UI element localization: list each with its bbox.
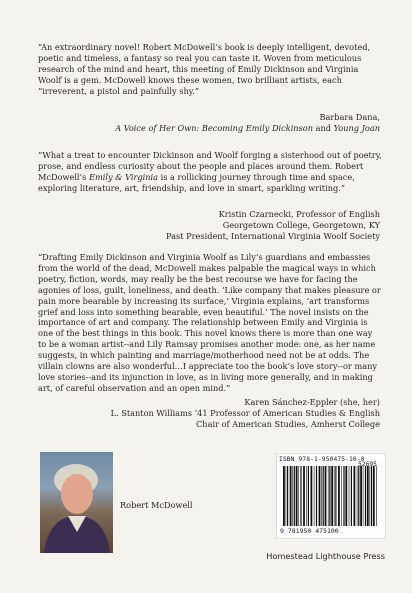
barcode-bar <box>329 466 330 526</box>
publisher-name: Homestead Lighthouse Press <box>266 551 385 561</box>
barcode-bar <box>298 466 299 526</box>
attribution-kristin-czarnecki <box>50 209 380 242</box>
book-title: Emily & Virginia <box>88 171 158 182</box>
barcode-bar <box>286 466 287 526</box>
barcode-bar <box>296 466 298 526</box>
barcode-bar <box>303 466 305 526</box>
barcode-bar <box>345 466 347 526</box>
attribution-line: L. Stanton Williams ’41 Professor of American Studies & English <box>110 407 380 418</box>
barcode-bar <box>335 466 336 526</box>
barcode-bar <box>349 466 350 526</box>
barcode-bar <box>314 466 315 526</box>
barcode-addon: 52695 <box>358 461 377 468</box>
barcode-bar <box>365 466 366 526</box>
barcode-bar <box>357 466 358 526</box>
author-name: Robert McDowell <box>120 500 193 510</box>
barcode-bar <box>306 466 307 526</box>
barcode-bar <box>363 466 364 526</box>
barcode-bar <box>341 466 342 526</box>
author-photo <box>40 452 113 553</box>
barcode-bar <box>294 466 295 526</box>
barcode-bar <box>338 466 340 526</box>
attribution-works: A Voice of Her Own: Becoming Emily Dickinson and Young Joan <box>115 122 380 133</box>
isbn-label: ISBN 978-1-950475-10-0 <box>279 456 365 463</box>
blurb-barbara-dana: “An extraordinary novel! Robert McDowell’s book is deeply intelligent, devoted, poetic and timeless, a fantasy so real you can taste it. Woven from meticulous research of the mind and heart, this meeting of Emily Dickinson and Virginia Woolf is a gem. McDowell knows these women, two brilliant artists, each “irreverent, a pistol and painfully shy.” <box>38 42 371 96</box>
barcode-bar <box>331 466 333 526</box>
barcode-bar <box>371 466 372 526</box>
attribution-name: Barbara Dana, <box>319 112 380 122</box>
barcode-bar <box>358 466 359 526</box>
barcode-bar <box>367 466 369 526</box>
barcode-bar <box>343 466 344 526</box>
blurb-karen-sanchez-eppler: “Drafting Emily Dickinson and Virginia Woolf as Lily’s guardians and embassies from the world of the dead, McDowell makes palpable the magical ways in which poetry, fiction, words, may really be the best recourse we have for facing the agonies of loss, guilt, loneliness, and death. ‘Like company that makes pleasure or pain more bearable by increasing its surface,’ Virginia explains, ‘art transforms grief and loss into something bearable, even beautiful.’ The novel insists on the importance of art and company. The relationship between Emily and Virginia is one of the best things in this book. This novel knows there is more than one way to be a woman artist--and Lily Ramsay promises another mode: one, as her name suggests, in which painting and marriage/motherhood need not be at odds. The villain clowns are also wonderful…I appreciate too the book’s love story--or many love stories--and its injunction in love, as in living more generally, and in making art, of careful observation and an open mind.” <box>38 252 381 393</box>
barcode-bar <box>325 466 327 526</box>
barcode-bar <box>360 466 362 526</box>
barcode-bar <box>287 466 288 526</box>
barcode-bars <box>283 466 379 526</box>
barcode-bar <box>300 466 301 526</box>
barcode-bar <box>290 466 292 526</box>
attribution-line: Chair of American Studies, Amherst College <box>196 418 380 429</box>
barcode-bar <box>308 466 309 526</box>
attribution-barbara-dana <box>50 112 380 134</box>
barcode-bar <box>283 466 285 526</box>
barcode-bar <box>354 466 356 526</box>
barcode-bar <box>328 466 329 526</box>
barcode-bar <box>323 466 324 526</box>
barcode-number: 9 781950 475100 <box>280 527 339 535</box>
attribution-line: Past President, International Virginia Woolf Society <box>166 230 380 241</box>
barcode-bar <box>334 466 335 526</box>
attribution-line: Kristin Czarnecki, Professor of English <box>218 209 380 219</box>
barcode-bar <box>311 466 313 526</box>
barcode-bar <box>373 466 375 526</box>
barcode-bar <box>376 466 377 526</box>
barcode-bar <box>370 466 371 526</box>
barcode-bar <box>319 466 321 526</box>
attribution-line: Karen Sánchez-Eppler (she, her) <box>244 397 380 407</box>
barcode-bar <box>321 466 322 526</box>
blurb-kristin-czarnecki: “What a treat to encounter Dickinson and Woolf forging a sisterhood out of poetry, prose, and endless curiosity about the people and places around them. Robert McDowell’s Emily & Virginia is a rollicking journey through time and space, exploring literature, art, friendship, and love in smart, sparkling writing.” <box>38 150 382 193</box>
barcode-bar <box>351 466 352 526</box>
barcode-bar <box>316 466 317 526</box>
attribution-karen-sanchez-eppler <box>50 397 380 430</box>
barcode-bar <box>292 466 293 526</box>
attribution-line: Georgetown College, Georgetown, KY <box>222 219 380 230</box>
